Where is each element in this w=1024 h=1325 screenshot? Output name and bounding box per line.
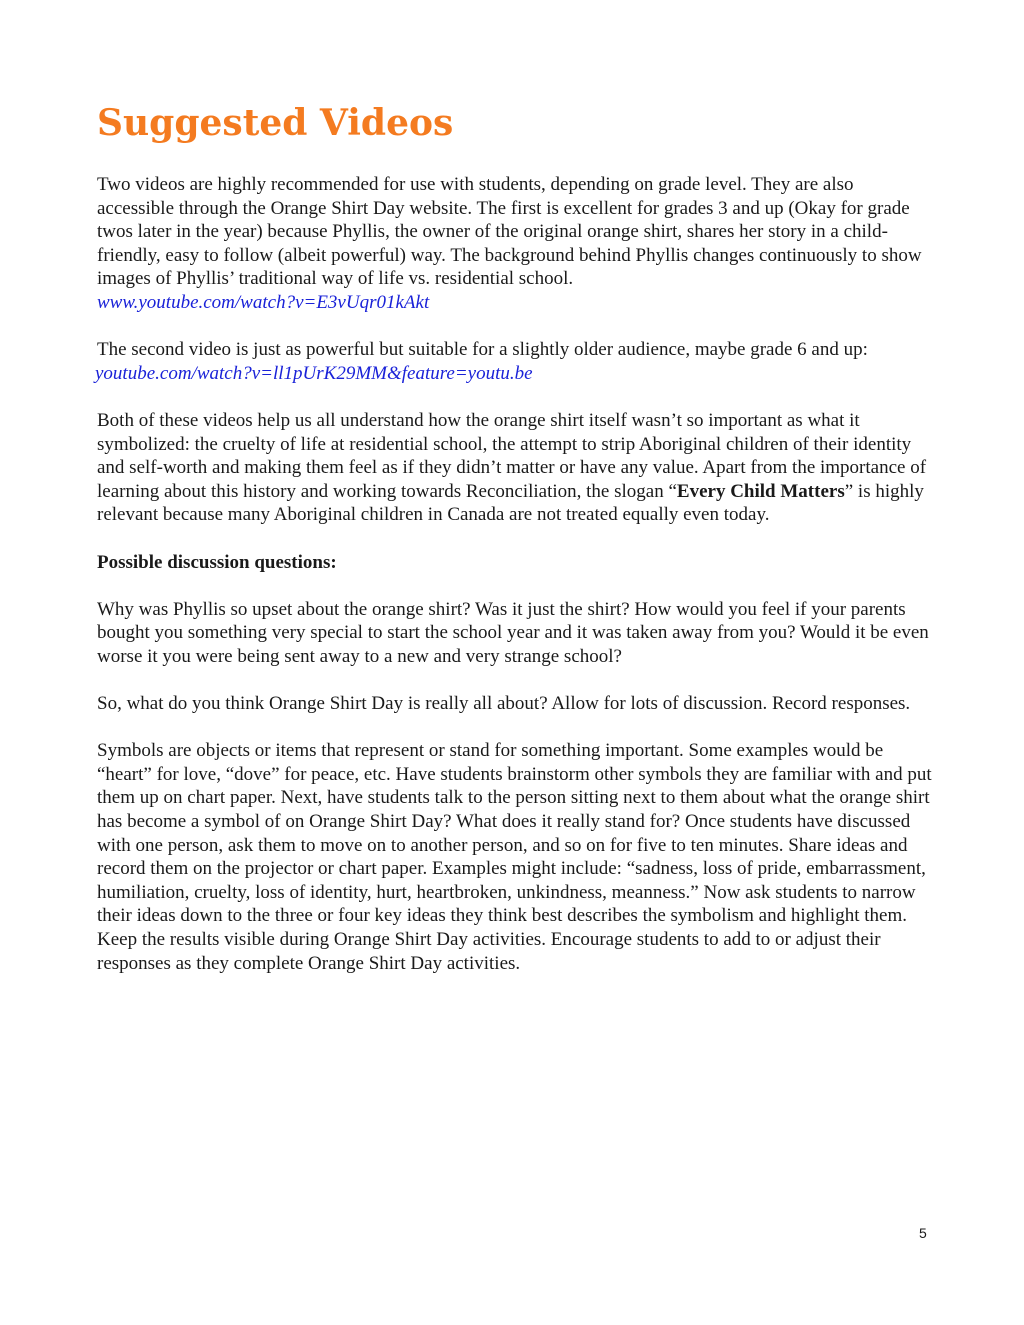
second-video-text: The second video is just as powerful but suitable for a slightly older audience, maybe grade 6 and up: <box>97 339 868 361</box>
page-title: Suggested Videos <box>97 102 454 144</box>
video-link-1[interactable]: www.youtube.com/watch?v=E3vUqr01kAkt <box>97 291 430 313</box>
question-paragraph-1: Why was Phyllis so upset about the orange shirt? Was it just the shirt? How would you feel if your parents bought you something very special to start the school year and it was taken away from you? Would it be even worse it you were being sent away to a new and very strange school? <box>97 598 929 667</box>
document-body <box>97 173 932 999</box>
page-number: 5 <box>919 1225 927 1241</box>
intro-text: Two videos are highly recommended for use with students, depending on grade level. They are also accessible through the Orange Shirt Day website. The first is excellent for grades 3 and up (Okay for grade twos later in the year) because Phyllis, the owner of the original orange shirt, shares her story in a child-friendly, easy to follow (albeit powerful) way. The background behind Phyllis changes continuously to show images of Phyllis’ traditional way of life vs. residential school. <box>97 174 922 290</box>
slogan-text: Every Child Matters <box>676 480 845 502</box>
intro-paragraph <box>97 173 932 315</box>
question-paragraph-2: So, what do you think Orange Shirt Day is really all about? Allow for lots of discussion. Record responses. <box>97 693 911 715</box>
question-paragraph-3: Symbols are objects or items that represent or stand for something important. Some examples would be “heart” for love, “dove” for peace, etc. Have students brainstorm other symbols they are familiar with and put them up on chart paper. Next, have students talk to the person sitting next to them about what the orange shirt has become a symbol of on Orange Shirt Day? What does it really stand for? Once students have discussed with one person, ask them to move on to another person, and so on for five to ten minutes. Share ideas and record them on the projector or chart paper. Examples might include: “sadness, loss of pride, embarrassment, humiliation, cruelty, loss of identity, hurt, heartbroken, unkindness, meanness.” Now ask students to narrow their ideas down to the three or four key ideas they think best describes the symbolism and highlight them. Keep the results visible during Orange Shirt Day activities. Encourage students to add to or adjust their responses as they complete Orange Shirt Day activities. <box>97 740 932 974</box>
video-link-2[interactable]: youtube.com/watch?v=ll1pUrK29MM&feature=youtu.be <box>95 362 533 384</box>
symbolism-text-start: Both of these videos help us all understand how the orange shirt itself wasn’t so important as what it symbolized: the cruelty of life at residential school, the attempt to strip Aboriginal children of their identity and self-worth and making them feel as if they didn’t matter or have any value. Apart from the importance of learning about this history and working towards Reconciliation, the slogan “ <box>97 409 927 502</box>
symbolism-text-end: ” is highly relevant because many Aboriginal children in Canada are not treated equally even today. <box>97 480 924 526</box>
questions-heading: Possible discussion questions: <box>97 551 337 573</box>
symbolism-paragraph <box>97 409 932 527</box>
second-video-paragraph <box>97 338 932 385</box>
